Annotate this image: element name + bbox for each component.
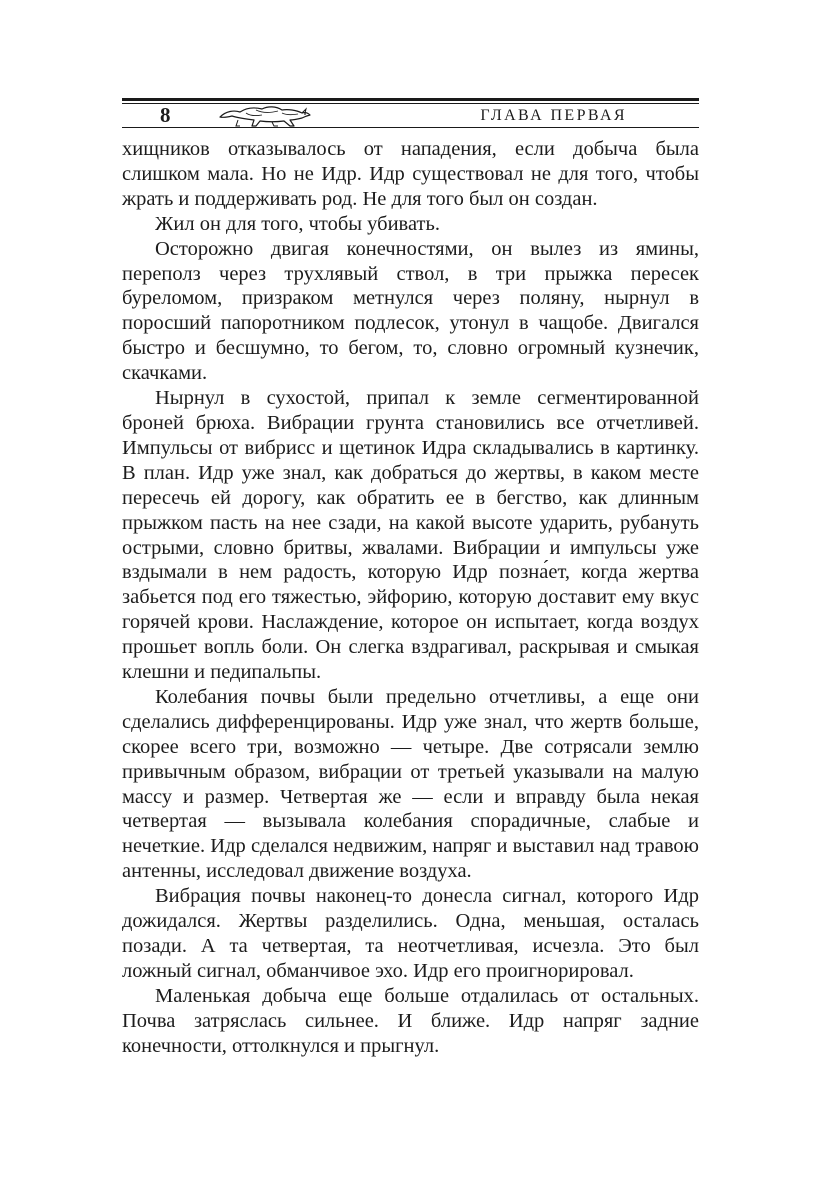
paragraph: Маленькая добыча еще больше отдалилась от остальных. Почва затряслась сильнее. И ближе. Идр напряг задние конечности, оттолкнулся и прыгнул.	[122, 984, 699, 1057]
paragraph: хищников отказывалось от нападения, если добыча была слишком мала. Но не Идр. Идр существовал не для того, чтобы жрать и поддерживать род. Не для того был он создан.	[122, 138, 699, 210]
page-number: 8	[160, 103, 171, 127]
running-head: ГЛАВА ПЕРВАЯ	[480, 107, 627, 124]
paragraph: Колебания почвы были предельно отчетливы, а еще они сделались дифференцированы. Идр уже знал, что жертв больше, скорее всего три, возможно — четыре. Две сотрясали землю привычным образом, вибрации от третьей указывали на малую массу и размер. Четвертая же — если и вправду была некая четвертая — вызывала колебания спорадичные, слабые и нечеткие. Идр сделался недвижим, напряг и выставил над травою антенны, исследовал движение воздуха.	[122, 685, 699, 883]
paragraph: Вибрация почвы наконец-то донесла сигнал, которого Идр дожидался. Жертвы разделились. Одна, меньшая, осталась позади. А та четвертая, та неотчетливая, исчезла. Это был ложный сигнал, обманчивое эхо. Идр его проигнорировал.	[122, 885, 699, 982]
paragraph: Жил он для того, чтобы убивать.	[155, 212, 440, 235]
wolf-emblem-icon	[216, 101, 312, 127]
header-rule-top	[122, 98, 699, 101]
paragraph: Нырнул в сухостой, припал к земле сегментированной броней брюха. Вибрации грунта становились все отчетливей. Импульсы от вибрисс и щетинок Идра складывались в картинку. В план. Идр уже знал, как добраться до жертвы, в каком месте пересечь ей дорогу, как обратить ее в бегство, как длинным прыжком пасть на нее сзади, на какой высоте ударить, рубануть острыми, словно бритвы, жвалами. Вибрации и импульсы уже вздымали в нем радость, которую Идр позна́ет, когда жертва забьется под его тяжестью, эйфорию, которую доставит ему вкус горячей крови. Наслаждение, которое он испытает, когда воздух прошьет вопль боли. Он слегка вздрагивал, раскрывая и смыкая клешни и педипальпы.	[122, 387, 699, 684]
body-text	[122, 137, 699, 1059]
header-rule-bottom	[122, 127, 699, 128]
paragraph: Осторожно двигая конечностями, он вылез из ямины, переполз через трухлявый ствол, в три прыжка пересек буреломом, призраком метнулся через поляну, нырнул в поросший папоротником подлесок, утонул в чащобе. Двигался быстро и бесшумно, то бегом, то, словно огромный кузнечик, скачками.	[122, 237, 699, 385]
header-rule-top-thin	[122, 103, 699, 104]
page-header	[122, 98, 699, 130]
